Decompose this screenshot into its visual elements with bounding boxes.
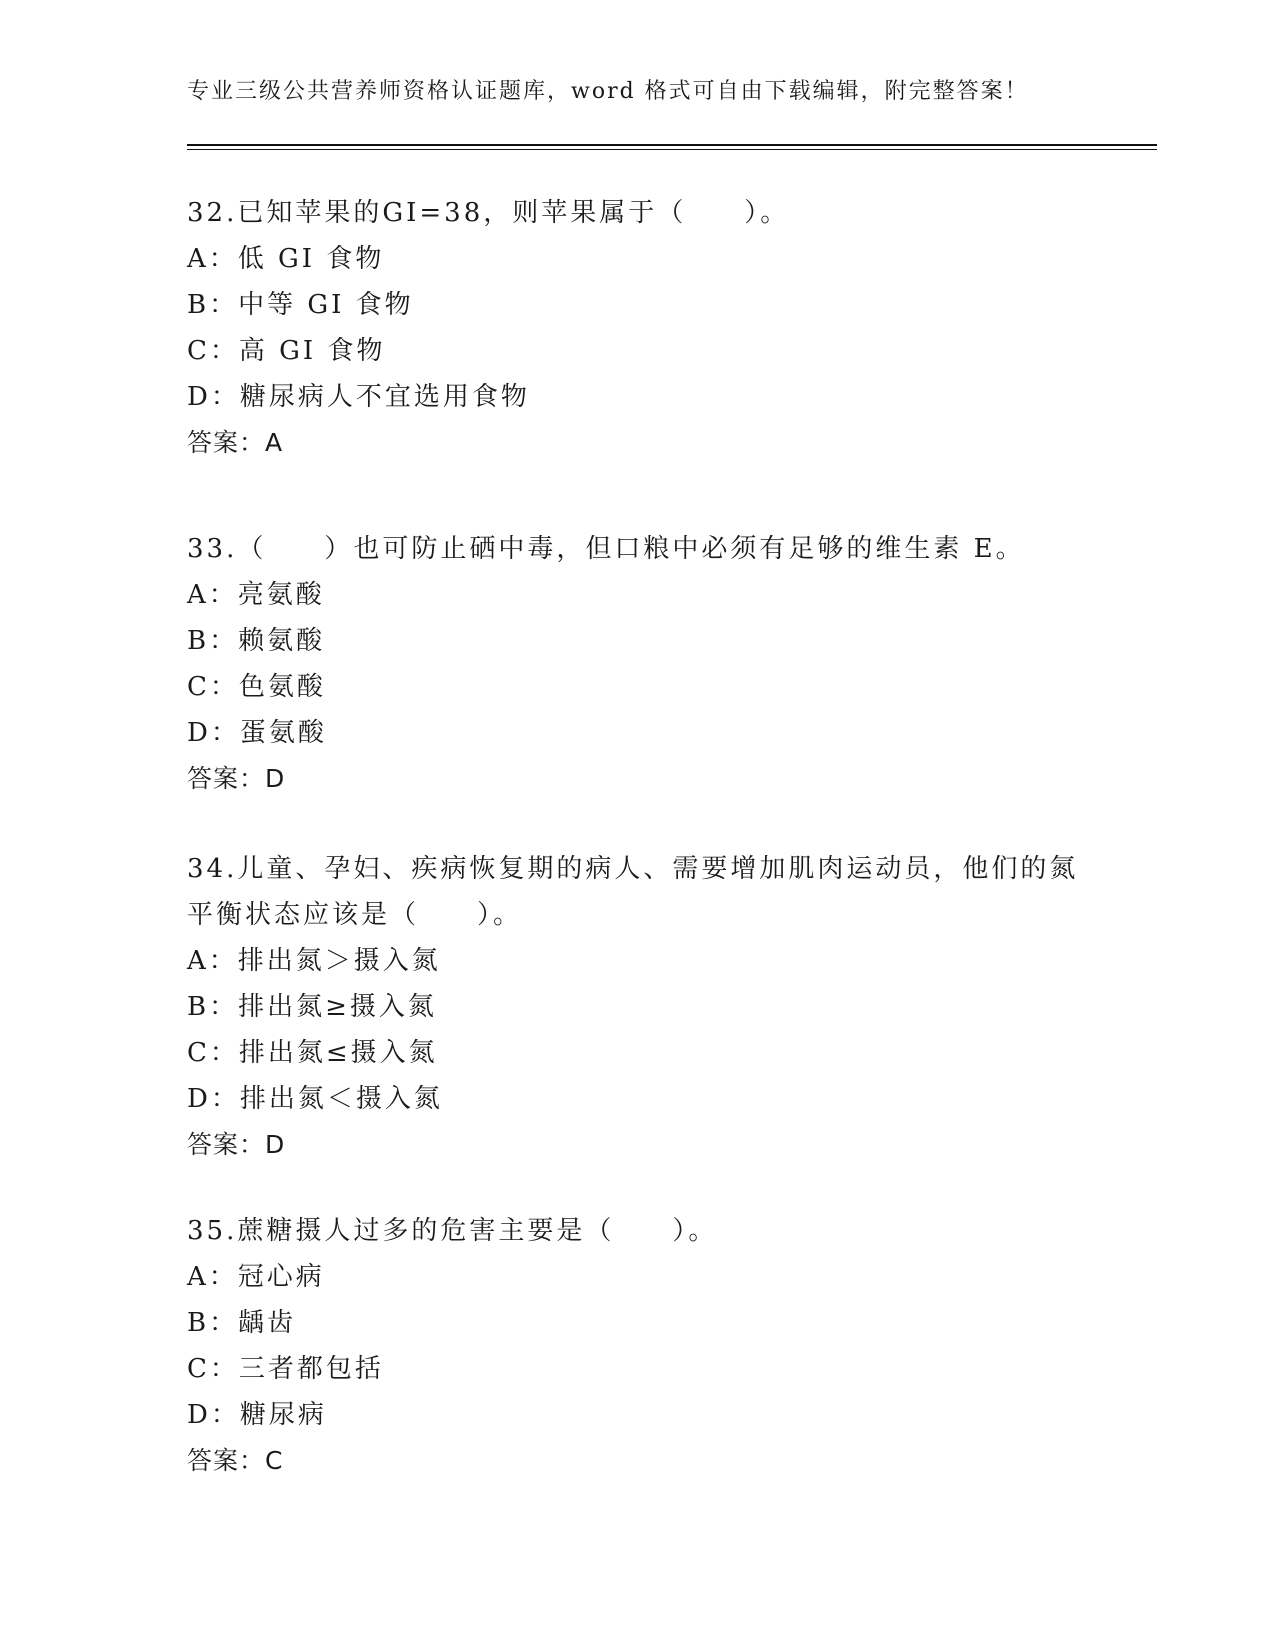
option-b: B：赖氨酸 [187, 626, 326, 656]
answer-line: 答案：D [187, 1130, 286, 1159]
question-stem-continued: 平衡状态应该是（ ）。 [187, 900, 523, 930]
answer-line: 答案：D [187, 764, 286, 793]
question-block [187, 526, 1025, 802]
option-d: D：蛋氨酸 [187, 718, 327, 748]
question-stem: 35.蔗糖摄人过多的危害主要是（ ）。 [187, 1216, 718, 1246]
option-b: B：龋齿 [187, 1308, 297, 1338]
question-block [187, 1208, 717, 1484]
option-b: B：排出氮≥摄入氮 [187, 992, 437, 1022]
question-stem: 34.儿童、孕妇、疾病恢复期的病人、需要增加肌肉运动员，他们的氮 [187, 854, 1079, 884]
option-a: A：排出氮＞摄入氮 [187, 946, 441, 976]
option-c: C：排出氮≤摄入氮 [187, 1038, 438, 1068]
answer-line: 答案：A [187, 428, 284, 457]
option-d: D：糖尿病人不宜选用食物 [187, 382, 530, 412]
question-block [187, 190, 789, 466]
question-stem: 32.已知苹果的GI=38，则苹果属于（ ）。 [187, 198, 790, 228]
option-b: B：中等 GI 食物 [187, 290, 414, 320]
option-a: A：冠心病 [187, 1262, 325, 1292]
option-a: A：亮氨酸 [187, 580, 325, 610]
question-stem: 33.（ ）也可防止硒中毒，但口粮中必须有足够的维生素 E。 [187, 534, 1025, 564]
answer-line: 答案：C [187, 1446, 284, 1475]
question-block [187, 846, 1078, 1168]
option-d: D：排出氮＜摄入氮 [187, 1084, 443, 1114]
option-a: A：低 GI 食物 [187, 244, 385, 274]
option-d: D：糖尿病 [187, 1400, 327, 1430]
header-divider [187, 144, 1157, 150]
page-header: 专业三级公共营养师资格认证题库，word 格式可自由下载编辑，附完整答案！ [187, 79, 1029, 104]
option-c: C：高 GI 食物 [187, 336, 386, 366]
option-c: C：三者都包括 [187, 1354, 384, 1384]
option-c: C：色氨酸 [187, 672, 326, 702]
